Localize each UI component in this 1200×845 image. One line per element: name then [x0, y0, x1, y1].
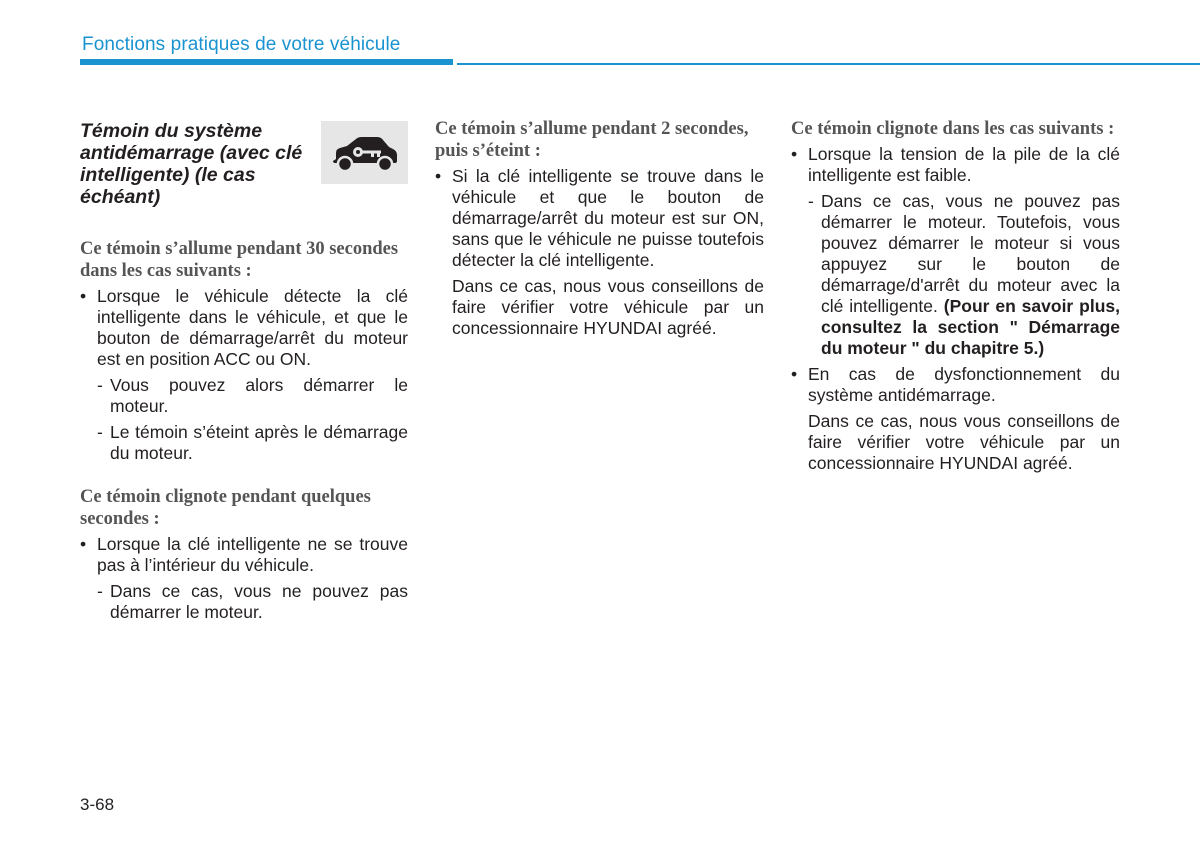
dash-marker: -	[97, 375, 103, 395]
bullet-marker: •	[435, 166, 442, 186]
dash-item	[80, 581, 408, 623]
header-rule	[80, 59, 453, 65]
paragraph: Dans ce cas, nous vous conseillons de faire vérifier votre véhicule par un concessionnaire HYUNDAI agréé.	[808, 411, 1120, 473]
dash-text: Le témoin s’éteint après le démarrage du moteur.	[110, 422, 408, 463]
indicator-block	[80, 118, 408, 238]
header-rule-thin	[457, 63, 1200, 65]
section-heading: Ce témoin clignote pendant quelques secondes :	[80, 487, 371, 529]
dash-item	[80, 375, 408, 417]
bullet-item	[435, 166, 764, 271]
bullet-item	[791, 364, 1120, 406]
immobilizer-indicator	[321, 121, 408, 184]
bullet-item	[80, 286, 408, 370]
dash-text: Dans ce cas, vous ne pouvez pas démarrer le moteur.	[110, 581, 408, 622]
column-3	[791, 118, 1120, 479]
indicator-title: Témoin du système antidémarrage (avec clé intelligente) (le cas échéant)	[80, 120, 303, 208]
dash-text: Vous pouvez alors démarrer le moteur.	[110, 375, 408, 416]
column-2	[435, 118, 764, 344]
section-heading: Ce témoin clignote dans les cas suivants :	[791, 119, 1115, 139]
paragraph: Dans ce cas, nous vous conseillons de faire vérifier votre véhicule par un concessionnaire HYUNDAI agréé.	[452, 276, 764, 338]
bullet-item	[791, 144, 1120, 186]
bullet-marker: •	[80, 286, 87, 306]
bullet-text: Lorsque la tension de la pile de la clé intelligente est faible.	[808, 144, 1120, 185]
dash-marker: -	[97, 581, 103, 601]
bullet-marker: •	[791, 364, 798, 384]
dash-text: Dans ce cas, vous ne pouvez pas démarrer le moteur. Toutefois, vous pouvez démarrer le moteur si vous appuyez sur le bouton de démarrage/d'arrêt du moteur avec la clé intelligente.	[821, 191, 1120, 316]
bullet-text: Lorsque la clé intelligente ne se trouve pas à l’intérieur du véhicule.	[97, 534, 408, 575]
section-heading: Ce témoin s’allume pendant 2 secondes, puis s’éteint :	[435, 119, 749, 161]
cross-reference: (Pour en savoir plus, consultez la section " Démarrage du moteur " du chapitre 5.)	[821, 296, 1120, 358]
bullet-text: En cas de dysfonctionnement du système antidémarrage.	[808, 364, 1120, 405]
dash-marker: -	[97, 422, 103, 442]
bullet-text: Si la clé intelligente se trouve dans le véhicule et que le bouton de démarrage/arrêt du moteur est sur ON, sans que le véhicule ne puisse toutefois détecter la clé intelligente.	[452, 166, 764, 270]
bullet-marker: •	[80, 534, 87, 554]
dash-marker: -	[808, 191, 814, 211]
column-1	[80, 118, 408, 628]
section-heading: Ce témoin s’allume pendant 30 secondes dans les cas suivants :	[80, 239, 399, 281]
dash-item	[791, 191, 1120, 359]
car-key-icon	[327, 134, 403, 172]
page-number: 3-68	[80, 795, 115, 814]
bullet-marker: •	[791, 144, 798, 164]
dash-item	[80, 422, 408, 464]
bullet-text: Lorsque le véhicule détecte la clé intelligente dans le véhicule, et que le bouton de démarrage/arrêt du moteur est en position ACC ou ON.	[97, 286, 408, 369]
section-title: Fonctions pratiques de votre véhicule	[82, 34, 401, 55]
bullet-item	[80, 534, 408, 576]
